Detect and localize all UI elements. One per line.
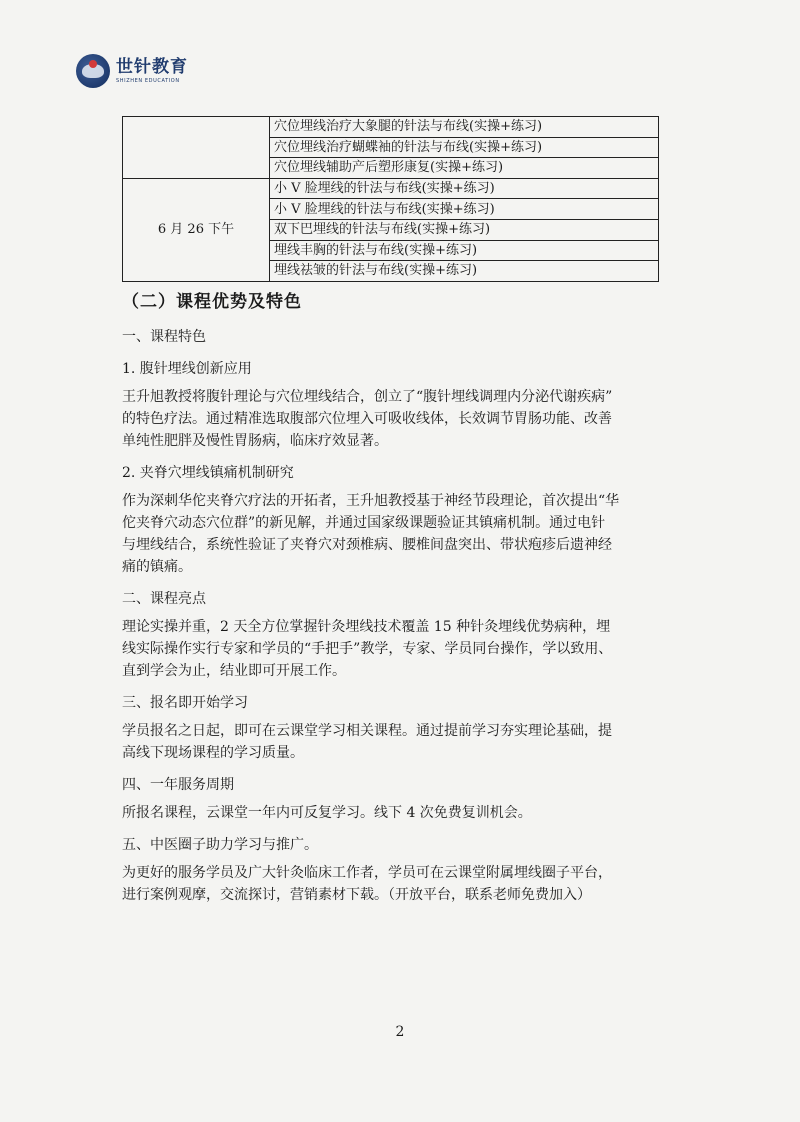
section-title: （二）课程优势及特色 [122, 292, 302, 312]
table-row [123, 117, 659, 138]
course-item-cell: 穴位埋线治疗蝴蝶袖的针法与布线(实操+练习) [270, 137, 659, 158]
page-number: 2 [395, 1024, 405, 1040]
section-heading: 三、报名即开始学习 [122, 695, 248, 711]
logo-chinese-name: 世针教育 [116, 57, 188, 77]
paragraph-line: 所报名课程，云课堂一年内可反复学习。线下 4 次免费复训机会。 [122, 805, 532, 821]
paragraph-line: 高线下现场课程的学习质量。 [122, 745, 304, 761]
section-heading: 五、中医圈子助力学习与推广。 [122, 837, 318, 853]
paragraph [122, 862, 662, 906]
section-heading: 四、一年服务周期 [122, 777, 234, 793]
course-item-cell: 小 V 脸埋线的针法与布线(实操+练习) [270, 199, 659, 220]
course-item-cell: 穴位埋线辅助产后塑形康复(实操+练习) [270, 158, 659, 179]
course-item-cell: 埋线祛皱的针法与布线(实操+练习) [270, 261, 659, 282]
paragraph-line: 王升旭教授将腹针理论与穴位埋线结合，创立了“腹针埋线调理内分泌代谢疾病” [122, 389, 613, 405]
paragraph-line: 佗夹脊穴动态穴位群”的新见解，并通过国家级课题验证其镇痛机制。通过电针 [122, 515, 606, 531]
paragraph-line: 理论实操并重，2 天全方位掌握针灸埋线技术覆盖 15 种针灸埋线优势病种，埋 [122, 619, 611, 635]
paragraph-line: 痛的镇痛。 [122, 559, 192, 575]
paragraph-line: 进行案例观摩，交流探讨，营销素材下载。（开放平台，联系老师免费加入） [122, 887, 591, 903]
paragraph [122, 616, 662, 682]
schedule-table [122, 116, 659, 282]
paragraph [122, 720, 662, 764]
logo [76, 54, 188, 88]
course-item-cell: 小 V 脸埋线的针法与布线(实操+练习) [270, 178, 659, 199]
section-heading: 一、课程特色 [122, 329, 206, 345]
section-heading: 二、课程亮点 [122, 591, 206, 607]
paragraph-line: 学员报名之日起，即可在云课堂学习相关课程。通过提前学习夯实理论基础，提 [122, 723, 612, 739]
paragraph [122, 386, 662, 452]
paragraph-line: 的特色疗法。通过精准选取腹部穴位埋入可吸收线体，长效调节胃肠功能、改善 [122, 411, 612, 427]
paragraph-line: 单纯性肥胖及慢性胃肠病，临床疗效显著。 [122, 433, 388, 449]
logo-text [116, 58, 188, 84]
paragraph-line: 作为深刺华佗夹脊穴疗法的开拓者，王升旭教授基于神经节段理论，首次提出“华 [122, 493, 620, 509]
time-cell: 6 月 26 下午 [123, 178, 270, 281]
paragraph [122, 802, 662, 824]
body-text [122, 326, 662, 906]
course-item-cell: 穴位埋线治疗大象腿的针法与布线(实操+练习) [270, 117, 659, 138]
paragraph [122, 490, 662, 578]
table-row [123, 178, 659, 199]
course-item-cell: 埋线丰胸的针法与布线(实操+练习) [270, 240, 659, 261]
paragraph-line: 为更好的服务学员及广大针灸临床工作者，学员可在云课堂附属埋线圈子平台， [122, 865, 612, 881]
course-item-cell: 双下巴埋线的针法与布线(实操+练习) [270, 219, 659, 240]
paragraph-line: 与埋线结合，系统性验证了夹脊穴对颈椎病、腰椎间盘突出、带状疱疹后遗神经 [122, 537, 612, 553]
paragraph-line: 线实际操作实行专家和学员的“手把手”教学，专家、学员同台操作，学以致用、 [122, 641, 613, 657]
time-cell [123, 117, 270, 179]
section-heading: 1. 腹针埋线创新应用 [122, 361, 252, 377]
section-heading: 2. 夹脊穴埋线镇痛机制研究 [122, 465, 294, 481]
globe-logo-icon [76, 54, 110, 88]
paragraph-line: 直到学会为止，结业即可开展工作。 [122, 663, 346, 679]
logo-english-name: SHIZHEN EDUCATION [116, 78, 180, 84]
